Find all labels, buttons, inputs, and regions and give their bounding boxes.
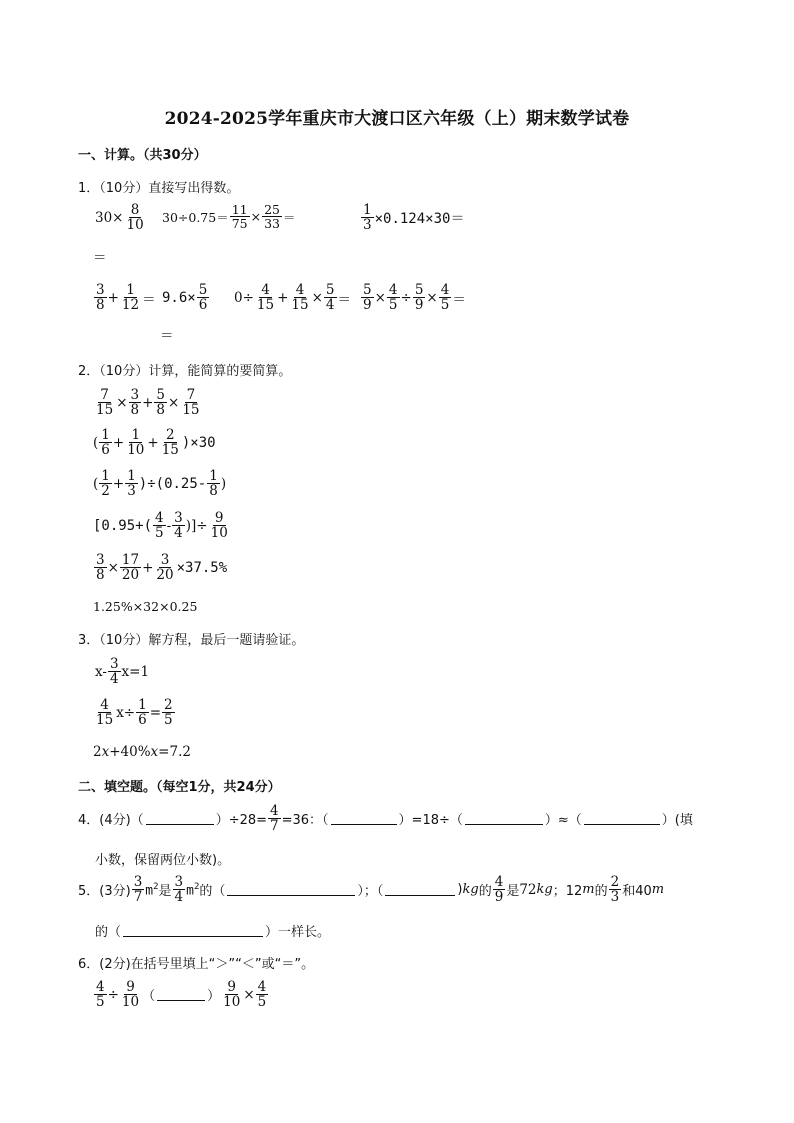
- denominator: 7: [270, 818, 279, 835]
- denominator: 9: [494, 889, 504, 906]
- fraction: [94, 980, 107, 1009]
- question-text: （: [142, 989, 156, 1005]
- operator: ÷: [107, 986, 119, 1003]
- numerator: 2: [164, 697, 173, 713]
- variable: x: [101, 744, 110, 760]
- question-label: 5．(3分): [78, 884, 131, 900]
- denominator: 8: [209, 483, 218, 500]
- page-title: 2024-2025学年重庆市大渡口区六年级（上）期末数学试卷: [164, 109, 630, 129]
- numerator: 5: [363, 282, 372, 298]
- numerator: 2: [610, 874, 620, 890]
- numerator: 3: [133, 874, 143, 890]
- numerator: 3: [160, 552, 170, 568]
- denominator: 10: [127, 442, 145, 459]
- fraction: [120, 980, 141, 1009]
- denominator: 4: [174, 889, 184, 906]
- denominator: 8: [130, 402, 140, 419]
- numerator: 9: [214, 510, 224, 526]
- denominator: 5: [164, 712, 173, 729]
- fraction: [120, 283, 141, 312]
- fraction: [94, 553, 107, 582]
- q1-expr-a-equals: ＝: [93, 250, 107, 266]
- question-text: ）≈（: [544, 813, 582, 829]
- operator: ×: [107, 559, 119, 576]
- q3-equation-1: [95, 657, 149, 686]
- operator: +: [142, 394, 154, 411]
- q3-equation-3: [93, 744, 191, 760]
- question-text: ）=18÷（: [398, 813, 463, 829]
- expr-text: ×0.124×30＝: [374, 210, 465, 227]
- denominator: 4: [174, 525, 183, 542]
- numerator: 1: [127, 468, 136, 484]
- answer-blank[interactable]: [227, 883, 355, 896]
- numerator: 3: [130, 387, 140, 403]
- question-text: 的（: [95, 925, 122, 940]
- numerator: 3: [109, 656, 119, 672]
- numerator: 2: [165, 427, 175, 443]
- expr-text: ×37.5%: [176, 559, 228, 576]
- question-text: 72: [519, 881, 537, 898]
- denominator: 8: [156, 402, 165, 419]
- denominator: 6: [138, 712, 147, 729]
- answer-blank[interactable]: [584, 812, 660, 825]
- question-label: 4．(4分)（: [78, 813, 144, 829]
- numerator: 4: [261, 282, 270, 298]
- numerator: 25: [264, 202, 281, 217]
- numerator: 3: [174, 510, 183, 526]
- numerator: 1: [126, 282, 135, 298]
- expr-text: )÷(0.25-: [138, 475, 207, 492]
- fraction: [125, 469, 138, 498]
- question-2-header: 2．（10分）计算，能简算的要简算。: [78, 364, 292, 379]
- fraction: [99, 469, 112, 498]
- denominator: 8: [96, 567, 105, 584]
- fraction: [324, 283, 337, 312]
- operator: ÷: [400, 289, 412, 306]
- operator: +: [112, 475, 125, 492]
- denominator: 15: [182, 402, 200, 419]
- answer-blank[interactable]: [157, 988, 205, 1001]
- numerator: 4: [440, 282, 450, 298]
- expr-text: [0.95+(: [93, 517, 153, 534]
- fraction: [136, 698, 149, 727]
- fraction: [207, 469, 220, 498]
- denominator: 5: [155, 525, 164, 542]
- q1-expr-e: [162, 283, 210, 312]
- answer-blank[interactable]: [465, 812, 543, 825]
- fraction: [197, 283, 210, 312]
- fraction: [154, 553, 175, 582]
- expr-text: )]÷: [185, 517, 208, 534]
- numerator: 5: [414, 282, 424, 298]
- question-text: =36：（: [281, 813, 329, 829]
- denominator: 4: [109, 671, 119, 688]
- question-text: 是: [506, 884, 520, 900]
- question-6-header: 6．(2分)在括号里填上“＞”“＜”或“＝”。: [78, 957, 315, 972]
- operator: ×: [374, 289, 386, 306]
- denominator: 9: [363, 297, 372, 314]
- denominator: 10: [121, 994, 140, 1011]
- fraction: [99, 428, 112, 457]
- fraction: [289, 283, 310, 312]
- question-text: 和40: [622, 884, 652, 900]
- operator: -: [166, 517, 172, 534]
- numerator: 4: [270, 803, 279, 819]
- operator: +: [142, 559, 154, 576]
- q1-expr-e-equals: ＝: [160, 328, 174, 344]
- denominator: 5: [440, 297, 450, 314]
- fraction: [493, 875, 506, 904]
- denominator: 10: [223, 994, 241, 1011]
- operator: +: [277, 289, 289, 306]
- question-text: 是: [158, 884, 172, 900]
- expr-text: 30×: [95, 209, 124, 226]
- question-text: ）÷28=: [215, 813, 268, 829]
- numerator: 3: [96, 282, 105, 298]
- denominator: 33: [264, 216, 281, 232]
- numerator: 5: [198, 282, 208, 298]
- answer-blank[interactable]: [146, 812, 214, 825]
- denominator: 9: [414, 297, 424, 314]
- numerator: 5: [156, 387, 165, 403]
- fraction: [162, 698, 175, 727]
- expr-text: (: [93, 434, 99, 451]
- denominator: 6: [198, 297, 208, 314]
- question-text: ；12: [552, 884, 583, 900]
- denominator: 4: [325, 297, 335, 314]
- operator: +: [107, 289, 119, 306]
- numerator: 5: [325, 282, 335, 298]
- denominator: 20: [121, 567, 140, 584]
- q1-expr-b: [162, 203, 296, 230]
- q2-expr-4: [93, 511, 231, 540]
- operator: ×: [168, 394, 180, 411]
- q2-expr-5: [93, 553, 227, 582]
- fraction: [268, 804, 281, 833]
- denominator: 15: [291, 297, 309, 314]
- fraction: [94, 388, 115, 417]
- section-heading-calculation: 一、计算。（共30分）: [78, 148, 207, 163]
- expr-text: x=1: [121, 663, 150, 680]
- denominator: 8: [96, 297, 105, 314]
- numerator: 7: [100, 387, 109, 403]
- numerator: 4: [257, 979, 267, 995]
- expr-text: =: [149, 704, 162, 721]
- numerator: 3: [96, 552, 105, 568]
- numerator: 4: [100, 697, 109, 713]
- expr-text: +40%: [109, 744, 151, 760]
- fraction: [230, 203, 250, 230]
- denominator: 12: [121, 297, 140, 314]
- denominator: 6: [101, 442, 110, 459]
- fraction: [209, 511, 230, 540]
- q1-expr-g: [360, 283, 466, 312]
- denominator: 15: [96, 712, 114, 729]
- expr-text: ＝: [337, 291, 351, 308]
- question-5-continued: [95, 921, 330, 940]
- numerator: 1: [101, 427, 110, 443]
- q1-expr-c: [360, 203, 464, 232]
- question-text: ）(填: [661, 813, 693, 829]
- fraction: [361, 283, 374, 312]
- q2-expr-2: [93, 428, 216, 457]
- question-4: [78, 804, 693, 833]
- numerator: 1: [131, 427, 141, 443]
- fraction: [125, 428, 146, 457]
- denominator: 15: [96, 402, 114, 419]
- numerator: 4: [96, 979, 105, 995]
- q2-expr-1: [93, 388, 203, 417]
- question-text: 的: [594, 884, 608, 900]
- q2-expr-6: 1.25%×32×0.25: [93, 599, 198, 614]
- operator: ×: [311, 289, 323, 306]
- question-text: 的: [478, 884, 492, 900]
- denominator: 7: [133, 889, 143, 906]
- expr-text: 30÷0.75＝: [162, 209, 229, 225]
- fraction: [153, 511, 166, 540]
- expr-text: )×30: [181, 434, 216, 451]
- fraction: [108, 657, 121, 686]
- numerator: 1: [209, 468, 218, 484]
- expr-text: ＝: [142, 291, 156, 308]
- q1-expr-f: [234, 283, 351, 312]
- fraction: [255, 283, 276, 312]
- fraction: [125, 203, 146, 232]
- unit: kg: [536, 882, 553, 898]
- question-text: ）: [207, 989, 221, 1005]
- variable: x: [150, 744, 159, 760]
- answer-blank[interactable]: [331, 812, 397, 825]
- fraction: [256, 980, 269, 1009]
- question-text: ): [457, 882, 463, 898]
- fraction: [94, 283, 107, 312]
- denominator: 10: [126, 217, 144, 234]
- numerator: 1: [101, 468, 110, 484]
- exponent: 2: [153, 881, 159, 892]
- numerator: 11: [231, 202, 248, 217]
- unit: m: [582, 882, 595, 898]
- numerator: 7: [186, 387, 196, 403]
- q6-comparison: [93, 980, 269, 1009]
- expr-text: 2: [93, 744, 102, 760]
- expr-text: ＝: [283, 209, 296, 225]
- fraction: [173, 875, 186, 904]
- question-5: [78, 875, 664, 904]
- fraction: [221, 980, 242, 1009]
- q3-equation-2: [93, 698, 176, 727]
- q1-expr-a: [95, 203, 147, 232]
- operator: ×: [250, 209, 262, 225]
- denominator: 15: [256, 297, 275, 314]
- numerator: 4: [155, 510, 164, 526]
- denominator: 15: [161, 442, 179, 459]
- fraction: [120, 553, 141, 582]
- expr-text: x-: [95, 663, 107, 680]
- question-1-header: 1．（10分）直接写出得数。: [78, 181, 240, 196]
- expr-text: ＝: [452, 291, 466, 308]
- operator: ×: [426, 289, 438, 306]
- fraction: [132, 875, 145, 904]
- question-text: ）一样长。: [265, 925, 331, 940]
- expr-text: x÷: [116, 704, 136, 721]
- expr-text: 0÷: [234, 289, 254, 306]
- question-3-header: 3．（10分）解方程，最后一题请验证。: [78, 633, 305, 648]
- unit: m: [651, 882, 665, 898]
- denominator: 5: [96, 994, 105, 1011]
- q2-expr-3: [93, 469, 226, 498]
- denominator: 5: [257, 994, 267, 1011]
- fraction: [172, 511, 185, 540]
- operator: +: [147, 434, 159, 451]
- expr-text: ): [220, 475, 227, 492]
- expr-text: (: [93, 475, 99, 492]
- numerator: 9: [227, 979, 237, 995]
- denominator: 2: [101, 483, 110, 500]
- fraction: [94, 698, 115, 727]
- section-heading-fill-in: 二、填空题。（每空1分，共24分）: [78, 780, 281, 795]
- operator: ×: [116, 394, 128, 411]
- denominator: 10: [210, 525, 228, 542]
- question-text: ）；（: [357, 884, 384, 900]
- question-4-continued: 小数，保留两位小数)。: [95, 853, 231, 868]
- unit: kg: [462, 882, 479, 898]
- denominator: 3: [363, 217, 372, 234]
- numerator: 4: [295, 282, 305, 298]
- fraction: [609, 875, 622, 904]
- fraction: [413, 283, 426, 312]
- expr-text: =7.2: [158, 744, 191, 760]
- unit: m: [145, 882, 154, 898]
- numerator: 17: [121, 552, 140, 568]
- numerator: 1: [138, 697, 147, 713]
- answer-blank[interactable]: [385, 883, 455, 896]
- question-text: 的（: [199, 884, 226, 900]
- fraction: [180, 388, 201, 417]
- denominator: 75: [231, 216, 248, 232]
- unit: m: [186, 882, 194, 898]
- numerator: 1: [363, 202, 372, 218]
- fraction: [129, 388, 142, 417]
- fraction: [439, 283, 452, 312]
- numerator: 9: [126, 979, 135, 995]
- denominator: 20: [156, 567, 174, 584]
- exponent: 2: [193, 881, 200, 892]
- numerator: 3: [174, 874, 184, 890]
- denominator: 3: [610, 889, 620, 906]
- operator: ×: [243, 986, 255, 1003]
- numerator: 4: [494, 874, 504, 890]
- numerator: 4: [388, 282, 398, 298]
- fraction: [387, 283, 400, 312]
- q1-expr-d: [93, 283, 156, 312]
- answer-blank[interactable]: [123, 924, 263, 937]
- fraction: [262, 203, 282, 230]
- operator: +: [112, 434, 125, 451]
- numerator: 8: [130, 202, 140, 218]
- denominator: 3: [127, 483, 136, 500]
- expr-text: 9.6×: [162, 289, 196, 306]
- fraction: [160, 428, 181, 457]
- fraction: [361, 203, 374, 232]
- denominator: 5: [388, 297, 398, 314]
- fraction: [154, 388, 167, 417]
